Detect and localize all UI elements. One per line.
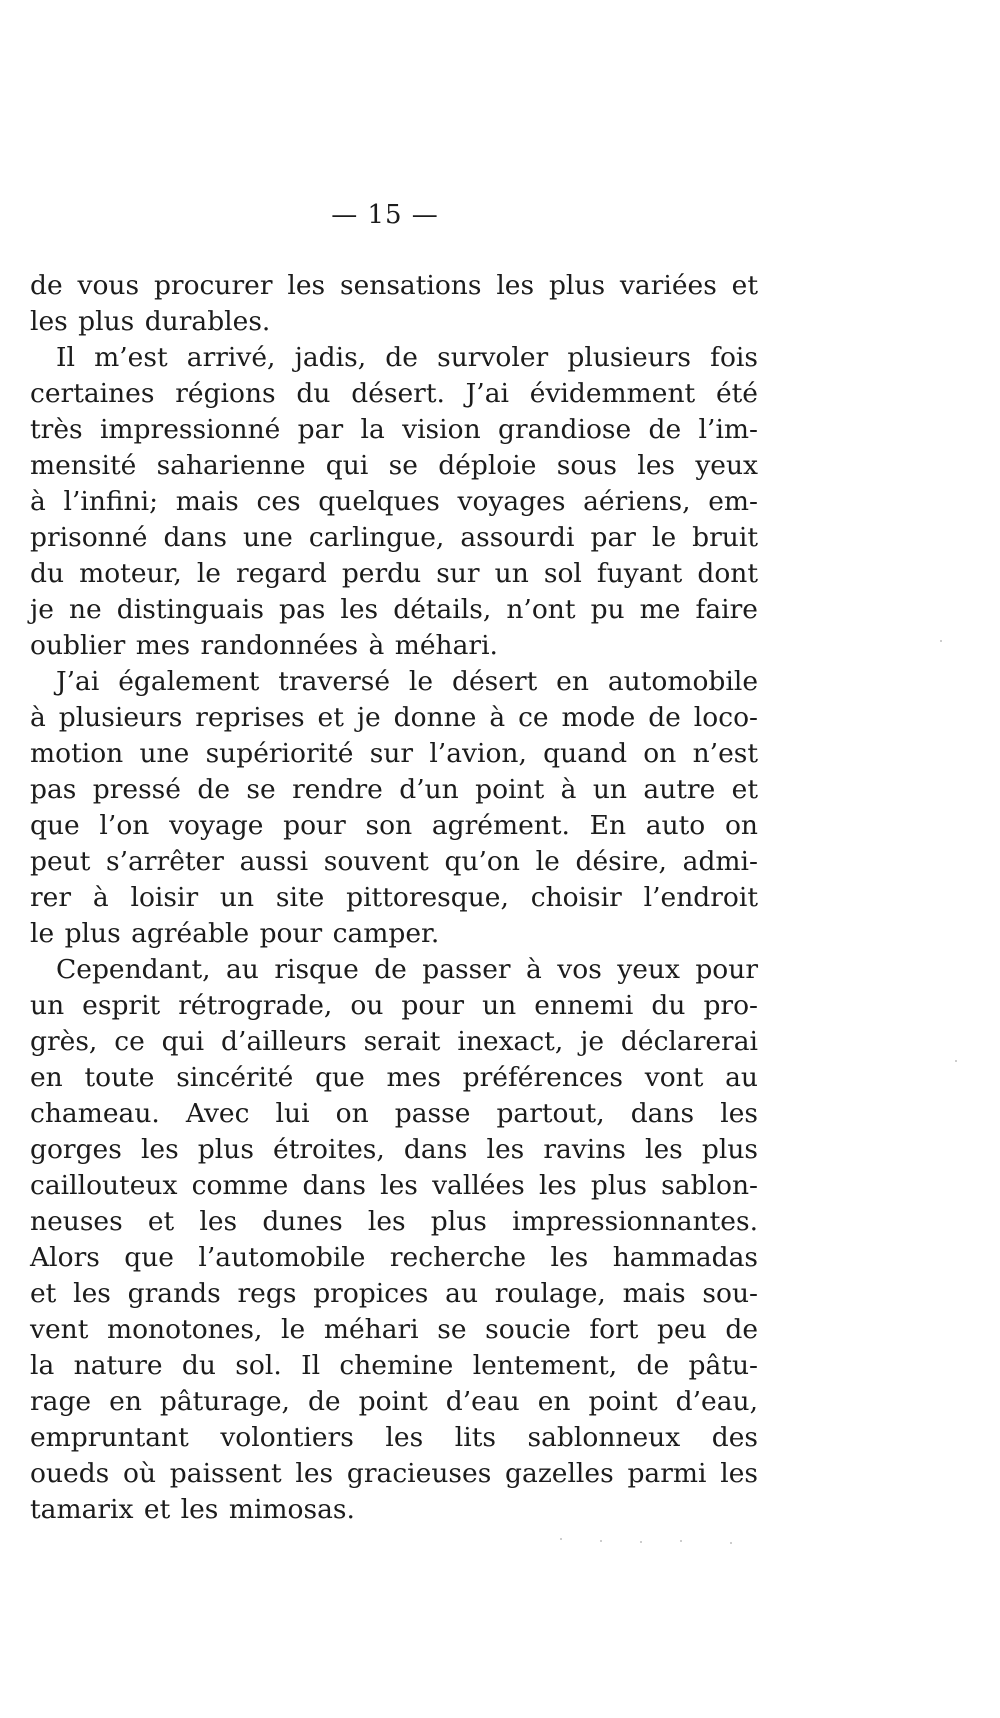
text-line: tamarix et les mimosas.	[30, 1494, 355, 1525]
text-line: grès, ce qui d’ailleurs serait inexact, je déclarerai	[30, 1026, 758, 1057]
scan-speck	[730, 1542, 732, 1544]
text-line: que l’on voyage pour son agrément. En auto on	[30, 810, 758, 841]
text-line: chameau. Avec lui on passe partout, dans les	[30, 1098, 758, 1129]
text-line: à plusieurs reprises et je donne à ce mode de loco-	[30, 702, 758, 733]
text-line: motion une supériorité sur l’avion, quand on n’est	[30, 738, 758, 769]
body-text	[30, 268, 758, 1528]
text-line: du moteur, le regard perdu sur un sol fuyant dont	[30, 558, 758, 589]
text-line: de vous procurer les sensations les plus variées et	[30, 270, 758, 301]
text-line: Cependant, au risque de passer à vos yeux pour	[56, 954, 758, 985]
text-line: à l’infini; mais ces quelques voyages aériens, em-	[30, 486, 758, 517]
scan-speck	[955, 1060, 957, 1062]
text-line: certaines régions du désert. J’ai évidemment été	[30, 378, 758, 409]
text-line: prisonné dans une carlingue, assourdi par le bruit	[30, 522, 758, 553]
text-line: rage en pâturage, de point d’eau en point d’eau,	[30, 1386, 758, 1417]
text-line: rer à loisir un site pittoresque, choisir l’endroit	[30, 882, 758, 913]
text-line: Alors que l’automobile recherche les hammadas	[30, 1242, 758, 1273]
text-line: oueds où paissent les gracieuses gazelles parmi les	[30, 1458, 758, 1489]
text-line: la nature du sol. Il chemine lentement, de pâtu-	[30, 1350, 758, 1381]
text-line: gorges les plus étroites, dans les ravins les plus	[30, 1134, 758, 1165]
scan-speck	[640, 1541, 642, 1543]
text-line: Il m’est arrivé, jadis, de survoler plusieurs fois	[56, 342, 758, 373]
text-line: caillouteux comme dans les vallées les plus sablon-	[30, 1170, 758, 1201]
text-line: peut s’arrêter aussi souvent qu’on le désire, admi-	[30, 846, 758, 877]
scan-speck	[680, 1540, 682, 1542]
scan-speck	[560, 1538, 562, 1540]
text-line: vent monotones, le méhari se soucie fort peu de	[30, 1314, 758, 1345]
text-line: un esprit rétrograde, ou pour un ennemi du pro-	[30, 990, 758, 1021]
text-line: le plus agréable pour camper.	[30, 918, 440, 949]
text-line: très impressionné par la vision grandiose de l’im-	[30, 414, 758, 445]
text-line: en toute sincérité que mes préférences vont au	[30, 1062, 758, 1093]
text-line: neuses et les dunes les plus impressionnantes.	[30, 1206, 758, 1237]
text-line: je ne distinguais pas les détails, n’ont pu me faire	[30, 594, 758, 625]
text-line: mensité saharienne qui se déploie sous les yeux	[30, 450, 758, 481]
text-line: pas pressé de se rendre d’un point à un autre et	[30, 774, 758, 805]
scan-speck	[940, 640, 942, 642]
text-line: empruntant volontiers les lits sablonneux des	[30, 1422, 758, 1453]
text-line: et les grands regs propices au roulage, mais sou-	[30, 1278, 758, 1309]
text-line: J’ai également traversé le désert en automobile	[56, 666, 758, 697]
text-line: oublier mes randonnées à méhari.	[30, 630, 498, 661]
page-number: — 15 —	[331, 200, 439, 230]
scan-speck	[600, 1540, 602, 1542]
text-line: les plus durables.	[30, 306, 271, 337]
